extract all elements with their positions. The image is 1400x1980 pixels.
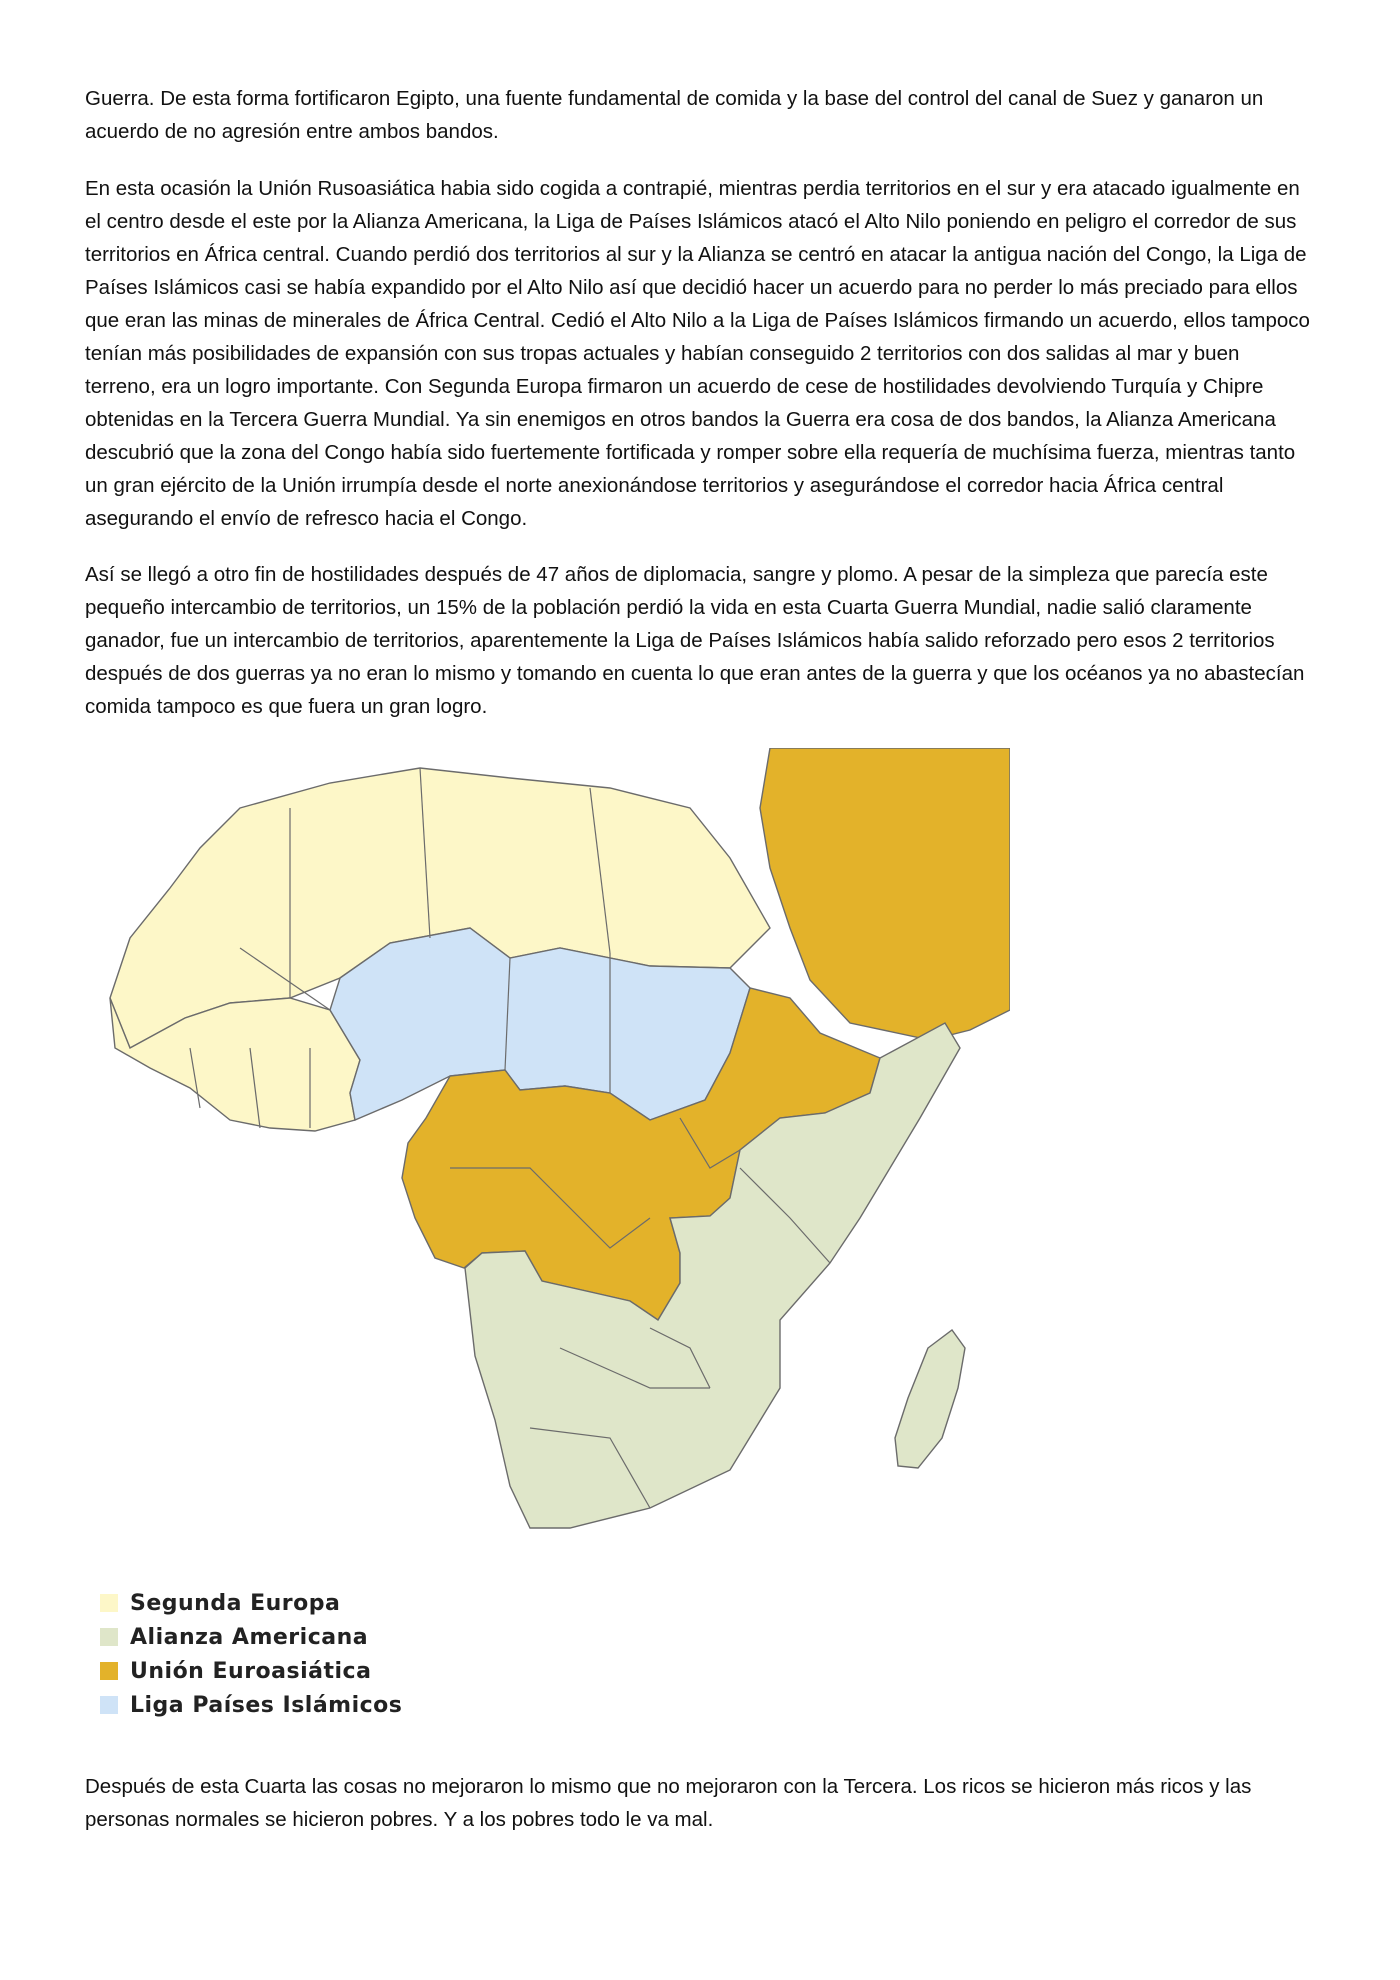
legend-label: Unión Euroasiática bbox=[130, 1658, 372, 1684]
legend-item-alianza-americana bbox=[100, 1620, 402, 1654]
map-legend bbox=[100, 1586, 402, 1722]
legend-item-segunda-europa bbox=[100, 1586, 402, 1620]
legend-label: Segunda Europa bbox=[130, 1590, 341, 1616]
paragraph-4: Después de esta Cuarta las cosas no mejoraron lo mismo que no mejoraron con la Tercera. Los ricos se hicieron más ricos y las personas normales se hicieron pobres. Y a los pobres todo le va mal. bbox=[85, 1775, 1252, 1831]
legend-swatch bbox=[100, 1696, 118, 1714]
legend-label: Alianza Americana bbox=[130, 1624, 369, 1650]
paragraph-1: Guerra. De esta forma fortificaron Egipto, una fuente fundamental de comida y la base del control del canal de Suez y ganaron un acuerdo de no agresión entre ambos bandos. bbox=[85, 87, 1264, 143]
legend-swatch bbox=[100, 1628, 118, 1646]
legend-swatch bbox=[100, 1594, 118, 1612]
legend-item-liga-paises-islamicos bbox=[100, 1688, 402, 1722]
region-madagascar bbox=[895, 1330, 965, 1468]
legend-item-union-euroasiatica bbox=[100, 1654, 402, 1688]
legend-swatch bbox=[100, 1662, 118, 1680]
region-union-arabia bbox=[760, 748, 1010, 1040]
paragraph-2: En esta ocasión la Unión Rusoasiática habia sido cogida a contrapié, mientras perdia territorios en el sur y era atacado igualmente en el centro desde el este por la Alianza Americana, la Liga de Países Islámicos atacó el Alto Nilo poniendo en peligro el corredor de sus territorios en África central. Cuando perdió dos territorios al sur y la Alianza se centró en atacar la antigua nación del Congo, la Liga de Países Islámicos casi se había expandido por el Alto Nilo así que decidió hacer un acuerdo para no perder lo más preciado para ellos que eran las minas de minerales de África Central. Cedió el Alto Nilo a la Liga de Países Islámicos firmando un acuerdo, ellos tampoco tenían más posibilidades de expansión con sus tropas actuales y habían conseguido 2 territorios con dos salidas al mar y buen terreno, era un logro importante. Con Segunda Europa firmaron un acuerdo de cese de hostilidades devolviendo Turquía y Chipre obtenidas en la Tercera Guerra Mundial. Ya sin enemigos en otros bandos la Guerra era cosa de dos bandos, la Alianza Americana descubrió que la zona del Congo había sido fuertemente fortificada y romper sobre ella requería de muchísima fuerza, mientras tanto un gran ejército de la Unión irrumpía desde el norte anexionándose territorios y asegurándose el corredor hacia África central asegurando el envío de refresco hacia el Congo. bbox=[85, 177, 1310, 530]
legend-label: Liga Países Islámicos bbox=[130, 1692, 403, 1718]
africa-map bbox=[90, 748, 1010, 1723]
paragraph-3: Así se llegó a otro fin de hostilidades después de 47 años de diplomacia, sangre y plomo. A pesar de la simpleza que parecía este pequeño intercambio de territorios, un 15% de la población perdió la vida en esta Cuarta Guerra Mundial, nadie salió claramente ganador, fue un intercambio de territorios, aparentemente la Liga de Países Islámicos había salido reforzado pero esos 2 territorios después de dos guerras ya no eran lo mismo y tomando en cuenta lo que eran antes de la guerra y que los océanos ya no abastecían comida tampoco es que fuera un gran logro. bbox=[85, 563, 1305, 718]
